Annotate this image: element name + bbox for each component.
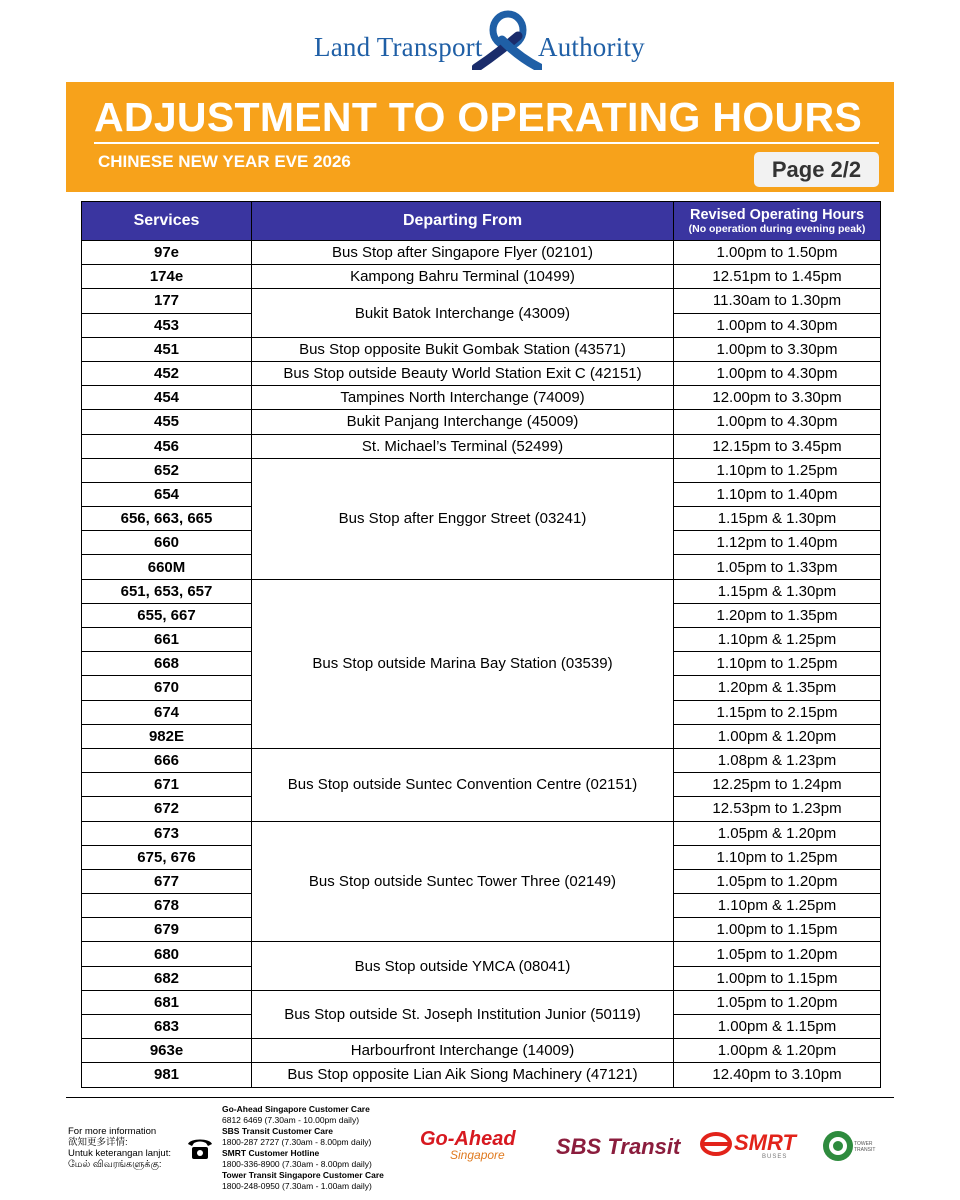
lta-emblem-icon — [472, 10, 542, 70]
tower-transit-emblem-icon — [822, 1130, 854, 1162]
revised-hours: 12.15pm to 3.45pm — [674, 434, 881, 458]
departing-stop: Bus Stop outside YMCA (08041) — [252, 942, 674, 990]
revised-hours: 1.20pm & 1.35pm — [674, 676, 881, 700]
revised-hours: 1.00pm & 1.20pm — [674, 1039, 881, 1063]
contact-tower-name: Tower Transit Singapore Customer Care — [222, 1170, 384, 1180]
departing-stop: Bus Stop outside Marina Bay Station (03539) — [252, 579, 674, 748]
departing-stop: Bus Stop after Enggor Street (03241) — [252, 458, 674, 579]
header-departing-from: Departing From — [252, 202, 674, 241]
revised-hours: 1.05pm to 1.33pm — [674, 555, 881, 579]
service-number: 452 — [82, 361, 252, 385]
revised-hours: 1.15pm & 1.30pm — [674, 579, 881, 603]
revised-hours: 1.20pm to 1.35pm — [674, 603, 881, 627]
departing-stop: Tampines North Interchange (74009) — [252, 386, 674, 410]
lta-logo — [300, 10, 660, 72]
departing-stop: Bus Stop after Singapore Flyer (02101) — [252, 241, 674, 265]
tower-transit-text: TOWER TRANSIT — [854, 1141, 876, 1153]
service-number: 670 — [82, 676, 252, 700]
service-number: 651, 653, 657 — [82, 579, 252, 603]
service-number: 981 — [82, 1063, 252, 1087]
service-number: 668 — [82, 652, 252, 676]
more-info-malay: Untuk keterangan lanjut: — [68, 1148, 171, 1159]
service-number: 671 — [82, 773, 252, 797]
table-row — [82, 821, 881, 845]
page-subtitle: CHINESE NEW YEAR EVE 2026 — [98, 152, 351, 171]
revised-hours: 1.05pm to 1.20pm — [674, 990, 881, 1014]
header-revised-hours — [674, 202, 881, 241]
table-row — [82, 990, 881, 1014]
logo-left-text: Land Transport — [314, 32, 483, 62]
goahead-logo-subtext: Singapore — [450, 1148, 505, 1162]
service-number: 655, 667 — [82, 603, 252, 627]
table-row — [82, 942, 881, 966]
smrt-logo-text: SMRT — [734, 1130, 796, 1155]
departing-stop: Bukit Panjang Interchange (45009) — [252, 410, 674, 434]
table-row — [82, 579, 881, 603]
departing-stop: Bus Stop opposite Bukit Gombak Station (43571) — [252, 337, 674, 361]
table-row — [82, 1039, 881, 1063]
departing-stop: Kampong Bahru Terminal (10499) — [252, 265, 674, 289]
page-number-badge: Page 2/2 — [754, 152, 879, 187]
schedule-table — [81, 201, 881, 1088]
service-number: 455 — [82, 410, 252, 434]
departing-stop: Bus Stop outside Suntec Convention Centre (02151) — [252, 748, 674, 821]
revised-hours: 1.00pm to 3.30pm — [674, 337, 881, 361]
service-number: 681 — [82, 990, 252, 1014]
revised-hours: 1.10pm & 1.25pm — [674, 628, 881, 652]
revised-hours: 1.12pm to 1.40pm — [674, 531, 881, 555]
table-header-row — [82, 202, 881, 241]
revised-hours: 1.00pm & 1.20pm — [674, 724, 881, 748]
smrt-emblem-icon — [700, 1132, 732, 1156]
revised-hours: 1.00pm to 1.15pm — [674, 918, 881, 942]
revised-hours: 1.05pm to 1.20pm — [674, 942, 881, 966]
service-number: 675, 676 — [82, 845, 252, 869]
table-row — [82, 289, 881, 313]
customer-care-contacts — [222, 1104, 384, 1192]
table-row — [82, 361, 881, 385]
service-number: 673 — [82, 821, 252, 845]
revised-hours: 1.00pm to 4.30pm — [674, 313, 881, 337]
service-number: 660 — [82, 531, 252, 555]
smrt-logo-subtext: BUSES — [762, 1154, 788, 1160]
service-number: 654 — [82, 482, 252, 506]
table-row — [82, 748, 881, 772]
revised-hours: 1.00pm & 1.15pm — [674, 1015, 881, 1039]
revised-hours: 1.08pm & 1.23pm — [674, 748, 881, 772]
service-number: 680 — [82, 942, 252, 966]
revised-hours: 12.51pm to 1.45pm — [674, 265, 881, 289]
service-number: 674 — [82, 700, 252, 724]
header-services: Services — [82, 202, 252, 241]
page-title: ADJUSTMENT TO OPERATING HOURS — [94, 94, 863, 140]
revised-hours: 1.10pm to 1.40pm — [674, 482, 881, 506]
banner-divider — [94, 142, 879, 144]
table-row — [82, 241, 881, 265]
table-row — [82, 265, 881, 289]
contact-smrt-name: SMRT Customer Hotline — [222, 1148, 320, 1158]
more-info-tamil: மேல் விவரங்களுக்கு: — [68, 1159, 162, 1170]
service-number: 678 — [82, 894, 252, 918]
service-number: 683 — [82, 1015, 252, 1039]
more-info-english: For more information — [68, 1126, 157, 1137]
telephone-icon — [186, 1136, 214, 1160]
contact-smrt-detail: 1800-336-8900 (7.30am - 8.00pm daily) — [222, 1159, 372, 1169]
service-number: 97e — [82, 241, 252, 265]
contact-tower-detail: 1800-248-0950 (7.30am - 1.00am daily) — [222, 1181, 372, 1191]
revised-hours: 1.00pm to 1.50pm — [674, 241, 881, 265]
service-number: 177 — [82, 289, 252, 313]
contact-sbs-name: SBS Transit Customer Care — [222, 1126, 334, 1136]
revised-hours: 1.10pm & 1.25pm — [674, 894, 881, 918]
service-number: 456 — [82, 434, 252, 458]
table-row — [82, 410, 881, 434]
service-number: 672 — [82, 797, 252, 821]
more-info-chinese: 欲知更多详情: — [68, 1137, 128, 1148]
departing-stop: Bus Stop opposite Lian Aik Siong Machinery (47121) — [252, 1063, 674, 1087]
goahead-logo — [420, 1128, 550, 1168]
departing-stop: Harbourfront Interchange (14009) — [252, 1039, 674, 1063]
contact-sbs-detail: 1800-287 2727 (7.30am - 8.00pm daily) — [222, 1137, 372, 1147]
footer-divider — [66, 1097, 894, 1098]
service-number: 656, 663, 665 — [82, 507, 252, 531]
revised-hours: 1.15pm to 2.15pm — [674, 700, 881, 724]
header-hours-note: (No operation during evening peak) — [688, 222, 866, 235]
service-number: 660M — [82, 555, 252, 579]
departing-stop: Bus Stop outside Suntec Tower Three (02149) — [252, 821, 674, 942]
service-number: 682 — [82, 966, 252, 990]
service-number: 963e — [82, 1039, 252, 1063]
service-number: 451 — [82, 337, 252, 361]
revised-hours: 1.05pm & 1.20pm — [674, 821, 881, 845]
goahead-logo-text: Go-Ahead — [420, 1128, 516, 1150]
table-row — [82, 458, 881, 482]
contact-goahead-detail: 6812 6469 (7.30am - 10.00pm daily) — [222, 1115, 360, 1125]
tower-transit-logo — [822, 1130, 876, 1164]
table-row — [82, 434, 881, 458]
revised-hours: 12.00pm to 3.30pm — [674, 386, 881, 410]
service-number: 174e — [82, 265, 252, 289]
departing-stop: Bukit Batok Interchange (43009) — [252, 289, 674, 337]
revised-hours: 11.30am to 1.30pm — [674, 289, 881, 313]
departing-stop: St. Michael’s Terminal (52499) — [252, 434, 674, 458]
revised-hours: 1.15pm & 1.30pm — [674, 507, 881, 531]
revised-hours: 1.00pm to 1.15pm — [674, 966, 881, 990]
revised-hours: 1.10pm to 1.25pm — [674, 845, 881, 869]
revised-hours: 1.05pm to 1.20pm — [674, 869, 881, 893]
table-row — [82, 386, 881, 410]
more-info-labels — [68, 1126, 171, 1170]
service-number: 679 — [82, 918, 252, 942]
logo-right-text: Authority — [538, 32, 645, 62]
service-number: 982E — [82, 724, 252, 748]
smrt-logo — [700, 1128, 810, 1168]
service-number: 652 — [82, 458, 252, 482]
service-number: 677 — [82, 869, 252, 893]
contact-goahead-name: Go-Ahead Singapore Customer Care — [222, 1104, 370, 1114]
schedule-body — [82, 241, 881, 1088]
service-number: 666 — [82, 748, 252, 772]
header-hours-title: Revised Operating Hours — [689, 206, 865, 223]
service-number: 454 — [82, 386, 252, 410]
revised-hours: 1.10pm to 1.25pm — [674, 458, 881, 482]
title-banner — [66, 82, 894, 192]
revised-hours: 12.53pm to 1.23pm — [674, 797, 881, 821]
departing-stop: Bus Stop outside St. Joseph Institution Junior (50119) — [252, 990, 674, 1038]
table-row — [82, 337, 881, 361]
revised-hours: 1.10pm to 1.25pm — [674, 652, 881, 676]
revised-hours: 1.00pm to 4.30pm — [674, 361, 881, 385]
revised-hours: 12.40pm to 3.10pm — [674, 1063, 881, 1087]
revised-hours: 1.00pm to 4.30pm — [674, 410, 881, 434]
sbs-transit-logo: SBS Transit — [556, 1134, 681, 1159]
revised-hours: 12.25pm to 1.24pm — [674, 773, 881, 797]
service-number: 453 — [82, 313, 252, 337]
service-number: 661 — [82, 628, 252, 652]
departing-stop: Bus Stop outside Beauty World Station Exit C (42151) — [252, 361, 674, 385]
table-row — [82, 1063, 881, 1087]
